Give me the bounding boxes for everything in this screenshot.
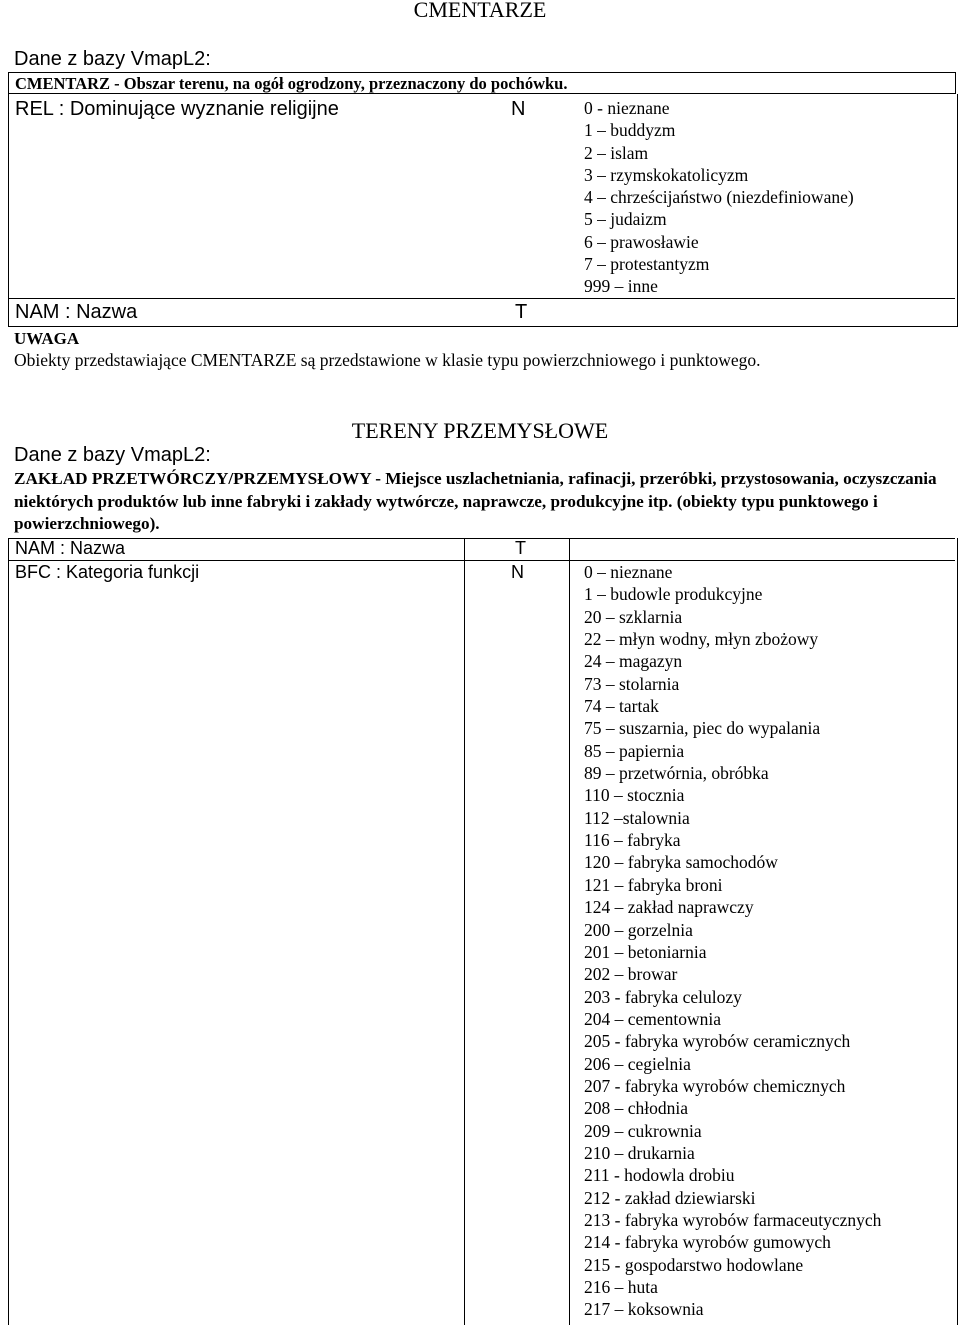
row-divider — [9, 538, 955, 539]
value-item: 216 – huta — [584, 1277, 658, 1297]
value-item: 203 - fabryka celulozy — [584, 986, 742, 1007]
value-item: 85 – papiernia — [584, 740, 685, 761]
source-label: Dane z bazy VmapL2: — [14, 48, 211, 70]
value-item: 4 – chrześcijaństwo (niezdefiniowane) — [584, 187, 854, 208]
column-divider — [464, 560, 465, 1325]
value-item: 3 – rzymskokatolicyzm — [584, 164, 749, 185]
attribute-type-rel: N — [511, 98, 526, 120]
value-item: 7 – protestantyzm — [584, 254, 710, 275]
value-item: 0 - nieznane — [584, 98, 670, 118]
value-item: 20 – szklarnia — [584, 606, 683, 627]
value-item: 75 – suszarnia, piec do wypalania — [584, 718, 821, 739]
value-item: 1 – budowle produkcyjne — [584, 584, 763, 605]
value-item: 112 –stalownia — [584, 807, 690, 828]
value-item: 121 – fabryka broni — [584, 874, 723, 895]
value-item: 89 – przetwórnia, obróbka — [584, 763, 769, 784]
value-item: 24 – magazyn — [584, 651, 683, 672]
attribute-label-nam: NAM : Nazwa — [15, 538, 126, 558]
column-divider — [569, 538, 570, 560]
value-item: 110 – stocznia — [584, 785, 685, 806]
value-item: 209 – cukrownia — [584, 1120, 702, 1141]
row-divider — [9, 298, 955, 299]
value-item: 73 – stolarnia — [584, 673, 680, 694]
attribute-values-rel — [584, 97, 854, 298]
value-item: 204 – cementownia — [584, 1008, 722, 1029]
feature-definition: CMENTARZ - Obszar terenu, na ogół ogrodzony, przeznaczony do pochówku. — [8, 72, 956, 94]
source-label: Dane z bazy VmapL2: — [14, 444, 211, 466]
value-item: 205 - fabryka wyrobów ceramicznych — [584, 1031, 851, 1052]
attribute-type-nam: T — [515, 538, 526, 558]
value-item: 215 - gospodarstwo hodowlane — [584, 1254, 804, 1275]
note-heading: UWAGA — [14, 329, 80, 348]
value-item: 211 - hodowla drobiu — [584, 1165, 735, 1186]
value-item: 1 – buddyzm — [584, 120, 676, 141]
feature-definition: ZAKŁAD PRZETWÓRCZY/PRZEMYSŁOWY - Miejsce uszlachetniania, rafinacji, przeróbki, przystosowania, oczyszczania niektórych produktów lub inne fabryki i zakłady wytwórcze, naprawcze, produkcyjne itp. (obiekty typu punktowego i powierzchniowego). — [14, 469, 937, 533]
column-divider — [464, 538, 465, 560]
note-text: Obiekty przedstawiające CMENTARZE są przedstawione w klasie typu powierzchniowego i punktowego. — [14, 350, 761, 370]
section-title-cmentarze: CMENTARZE — [413, 0, 547, 22]
value-item: 213 - fabryka wyrobów farmaceutycznych — [584, 1209, 882, 1230]
value-item: 212 - zakład dziewiarski — [584, 1187, 756, 1208]
value-item: 200 – gorzelnia — [584, 919, 693, 940]
section-title-tereny-przemyslowe: TERENY PRZEMYSŁOWE — [351, 418, 609, 443]
attribute-table — [8, 94, 958, 327]
attribute-type-nam: T — [515, 301, 528, 323]
value-item: 0 – nieznane — [584, 562, 673, 582]
value-item: 217 – koksownia — [584, 1299, 704, 1320]
value-item: 201 – betoniarnia — [584, 941, 707, 962]
value-item: 116 – fabryka — [584, 830, 681, 851]
attribute-type-bfc: N — [511, 562, 524, 582]
value-item: 208 – chłodnia — [584, 1098, 689, 1119]
value-item: 74 – tartak — [584, 696, 659, 717]
value-item: 124 – zakład naprawczy — [584, 897, 754, 918]
value-item: 214 - fabryka wyrobów gumowych — [584, 1232, 831, 1253]
value-item: 22 – młyn wodny, młyn zbożowy — [584, 629, 819, 650]
value-item: 999 – inne — [584, 276, 658, 297]
value-item: 210 – drukarnia — [584, 1142, 695, 1163]
attribute-label-nam: NAM : Nazwa — [15, 301, 138, 323]
value-item: 6 – prawosławie — [584, 231, 699, 252]
value-item: 120 – fabryka samochodów — [584, 852, 778, 873]
column-divider — [569, 560, 570, 1325]
value-item: 207 - fabryka wyrobów chemicznych — [584, 1075, 846, 1096]
value-item: 206 – cegielnia — [584, 1053, 691, 1074]
value-item: 5 – judaizm — [584, 209, 667, 230]
value-item: 2 – islam — [584, 142, 649, 163]
value-item: 202 – browar — [584, 964, 678, 985]
attribute-table — [8, 538, 958, 1325]
attribute-values-bfc — [584, 561, 881, 1321]
attribute-label-bfc: BFC : Kategoria funkcji — [15, 562, 200, 582]
attribute-label-rel: REL : Dominujące wyznanie religijne — [15, 98, 339, 120]
